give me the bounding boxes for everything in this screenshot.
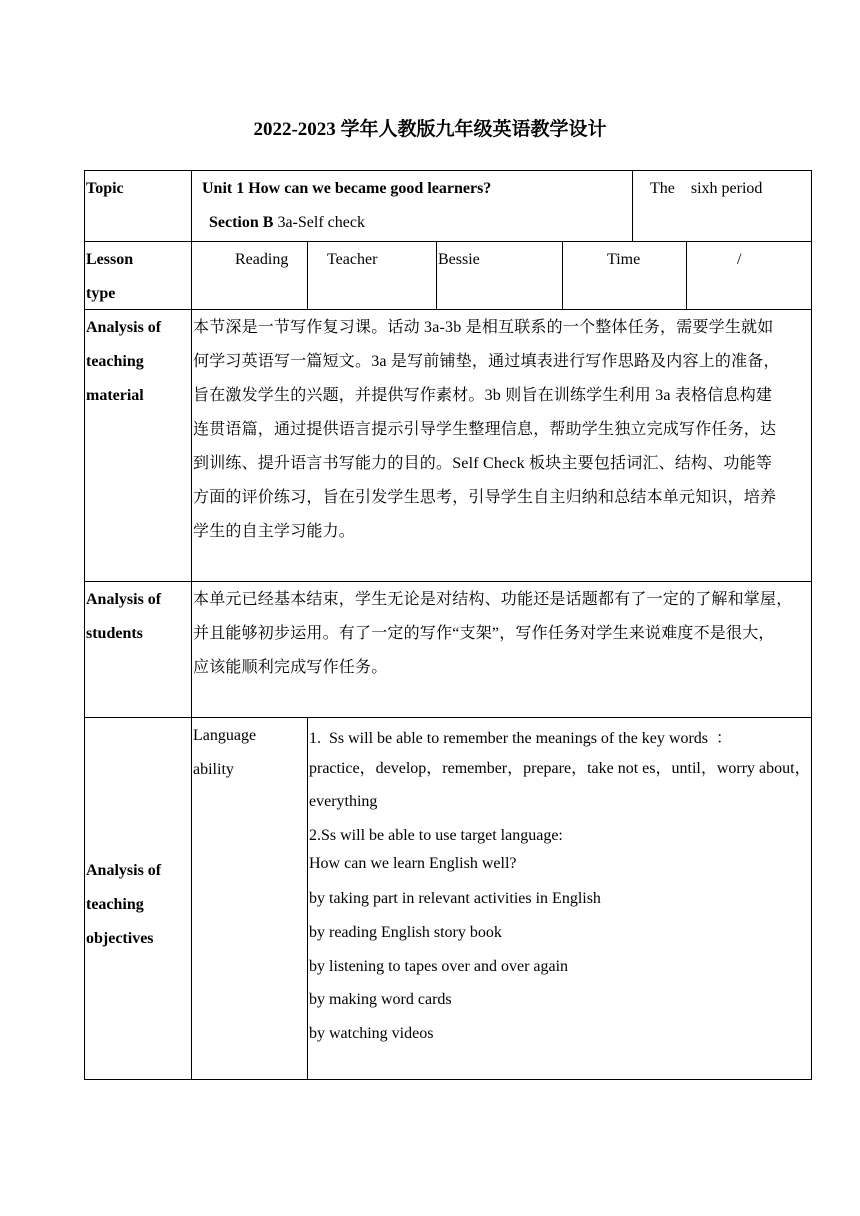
objective-line: How can we learn English well?	[309, 855, 517, 872]
row-divider-2	[84, 309, 812, 310]
students-line: 并且能够初步运用。有了一定的写作“支架”，写作任务对学生来说难度不是很大，	[193, 625, 775, 642]
row-divider-1	[84, 241, 812, 242]
topic-label: Topic	[86, 180, 124, 197]
time-value: /	[737, 251, 742, 268]
topic-period-divider	[632, 170, 633, 241]
objective-line: by making word cards	[309, 991, 452, 1008]
lesson-type-label-line2: type	[86, 285, 116, 302]
section-label: Section B	[209, 214, 274, 231]
material-label-line2: teaching	[86, 353, 144, 370]
lesson-divider-4	[686, 241, 687, 309]
objective-line: by watching videos	[309, 1025, 434, 1042]
students-label-line2: students	[86, 625, 143, 642]
material-line: 到训练、提升语言书写能力的目的。Self Check 板块主要包括词汇、结构、功能等	[193, 455, 773, 472]
unit-title: Unit 1 How can we became good learners?	[202, 180, 492, 197]
objectives-label-line1: Analysis of	[86, 862, 162, 879]
lesson-type-value: Reading	[235, 251, 289, 268]
students-label-line1: Analysis of	[86, 591, 162, 608]
table-border-right	[811, 170, 812, 1080]
objective-line: by listening to tapes over and over again	[309, 958, 569, 975]
material-line: 何学习英语写一篇短文。3a 是写前铺垫，通过填表进行写作思路及内容上的准备，	[193, 353, 780, 370]
material-label-line1: Analysis of	[86, 319, 162, 336]
material-line: 旨在激发学生的兴题，并提供写作素材。3b 则旨在训练学生利用 3a 表格信息构建	[193, 387, 773, 404]
material-line: 本节深是一节写作复习课。话动 3a-3b 是相互联系的一个整体任务，需要学生就如	[193, 319, 774, 336]
objectives-sub-divider	[307, 717, 308, 1079]
lesson-divider-3	[562, 241, 563, 309]
objective-line: by taking part in relevant activities in English	[309, 890, 601, 907]
label-column-divider	[191, 170, 192, 1080]
students-line: 本单元已经基本结束，学生无论是对结构、功能还是话题都有了一定的了解和掌屋，	[193, 591, 793, 608]
teacher-name: Bessie	[438, 251, 480, 268]
material-line: 连贯语篇，通过提供语言提示引导学生整理信息，帮助学生独立完成写作任务，达	[193, 421, 777, 438]
section-range: 3a-Self check	[273, 214, 365, 231]
material-line: 方面的评价练习，旨在引发学生思考，引导学生自主归纳和总结本单元知识，培养	[193, 489, 777, 506]
teacher-label: Teacher	[327, 251, 378, 268]
row-divider-4	[84, 717, 812, 718]
table-border-top	[84, 170, 812, 171]
language-ability-label-line2: ability	[193, 761, 234, 778]
objective-line: by reading English story book	[309, 924, 502, 941]
material-label-line3: material	[86, 387, 144, 404]
objective-line: practice，develop，remember，prepare，take not es，until，worry about，	[309, 760, 811, 777]
objective-line: 2.Ss will be able to use target language:	[309, 827, 563, 844]
material-line: 学生的自主学习能力。	[193, 523, 356, 540]
objectives-label-line3: objectives	[86, 930, 154, 947]
row-divider-3	[84, 581, 812, 582]
objective-line: everything	[309, 793, 378, 810]
lesson-type-label-line1: Lesson	[86, 251, 134, 268]
table-border-bottom	[84, 1079, 812, 1080]
time-label: Time	[607, 251, 641, 268]
document-title: 2022-2023 学年人教版九年级英语教学设计	[253, 119, 607, 140]
table-border-left	[84, 170, 85, 1080]
period-text: The sixh period	[650, 180, 763, 197]
section-line	[209, 206, 365, 240]
objectives-label-line2: teaching	[86, 896, 144, 913]
objective-line: 1. Ss will be able to remember the meanings of the key words ：	[309, 730, 733, 747]
lesson-divider-1	[307, 241, 308, 309]
language-ability-label-line1: Language	[193, 727, 257, 744]
lesson-divider-2	[436, 241, 437, 309]
students-line: 应该能顺利完成写作任务。	[193, 659, 388, 676]
